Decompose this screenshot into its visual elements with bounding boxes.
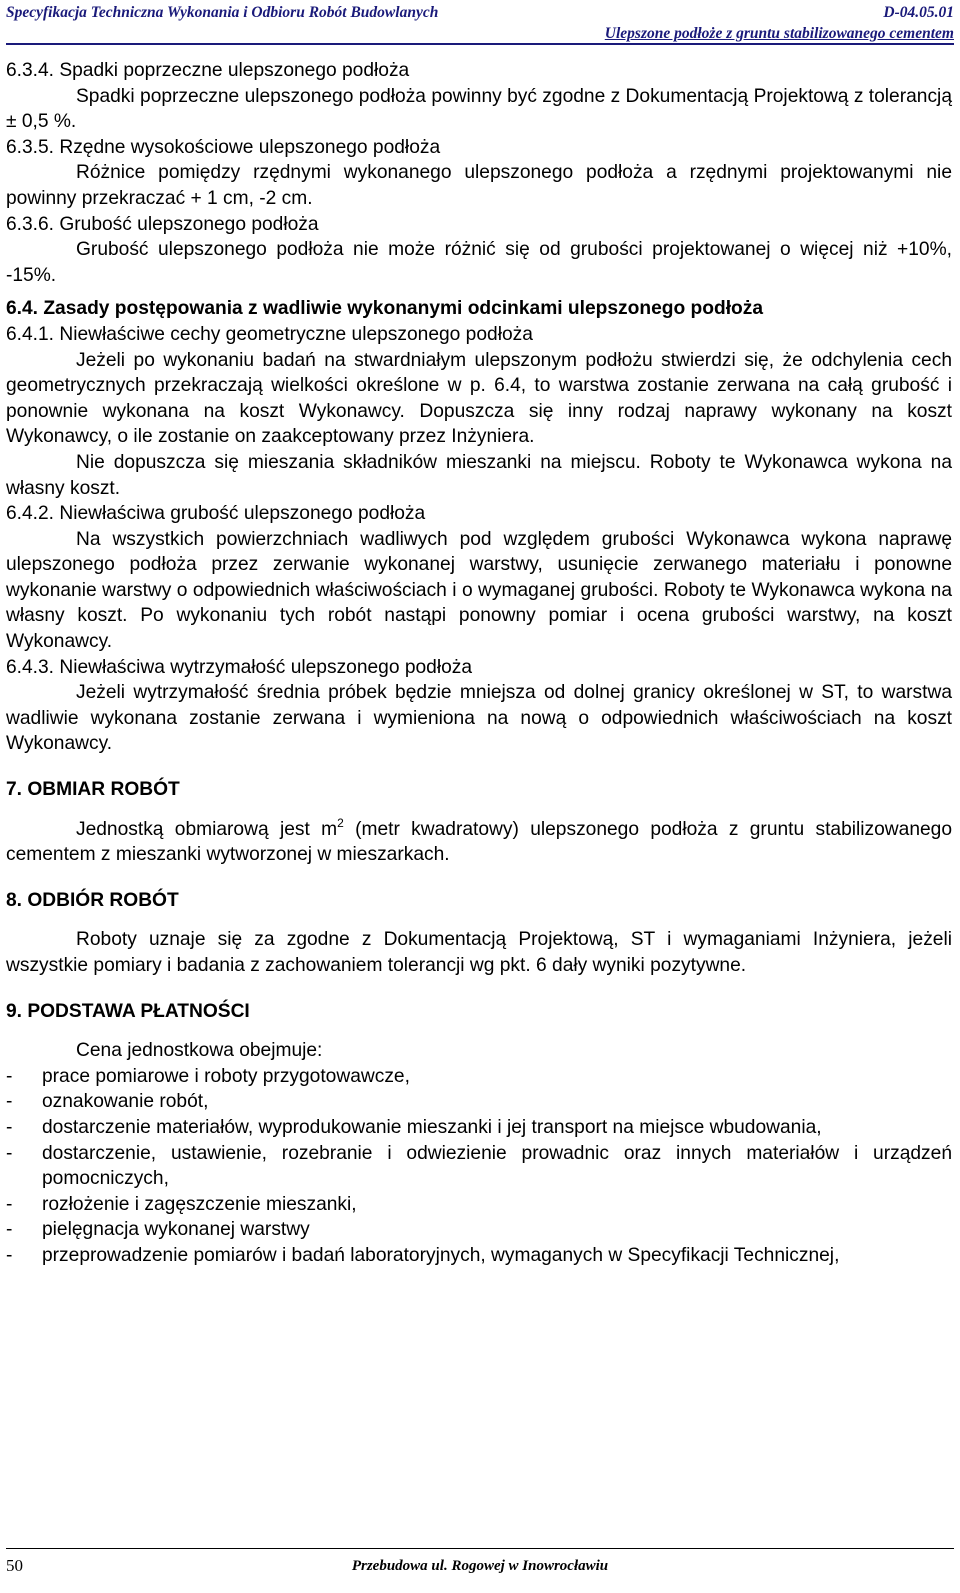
section-6-3-5-heading: 6.3.5. Rzędne wysokościowe ulepszonego podłoża bbox=[6, 136, 441, 158]
page-footer bbox=[6, 1548, 954, 1578]
section-8-text: Roboty uznaje się za zgodne z Dokumentacją Projektową, ST i wymaganiami Inżyniera, jeżeli wszystkie pomiary i badania z zachowaniem tolerancji wg pkt. 6 dały wyniki pozytywne. bbox=[6, 929, 952, 976]
section-8-heading: 8. ODBIÓR ROBÓT bbox=[6, 889, 179, 911]
section-6-3-4-heading: 6.3.4. Spadki poprzeczne ulepszonego podłoża bbox=[6, 60, 410, 81]
section-6-4-1-heading: 6.4.1. Niewłaściwe cechy geometryczne ulepszonego podłoża bbox=[6, 323, 533, 345]
page-number: 50 bbox=[6, 1556, 23, 1575]
section-7-text-a: Jednostką obmiarową jest m bbox=[76, 818, 338, 840]
list-item: - pielęgnacja wykonanej warstwy bbox=[6, 1217, 952, 1243]
section-9-intro: Cena jednostkowa obejmuje: bbox=[76, 1040, 323, 1062]
section-9-heading: 9. PODSTAWA PŁATNOŚCI bbox=[6, 1000, 250, 1022]
section-6-4-heading: 6.4. Zasady postępowania z wadliwie wykonanymi odcinkami ulepszonego podłoża bbox=[6, 298, 764, 320]
document-body bbox=[6, 58, 952, 1269]
header-spec-subtitle: Ulepszone podłoże z gruntu stabilizowanego cementem bbox=[604, 25, 954, 42]
section-6-3-4-text: Spadki poprzeczne ulepszonego podłoża powinny być zgodne z Dokumentacją Projektową z tolerancją ± 0,5 %. bbox=[6, 85, 952, 133]
section-6-4-2-heading: 6.4.2. Niewłaściwa grubość ulepszonego podłoża bbox=[6, 503, 426, 525]
section-7-text-b: (metr kwadratowy) ulepszonego podłoża z gruntu stabilizowanego cementem z mieszanki wytworzonej w mieszarkach. bbox=[6, 818, 953, 866]
section-6-3-6-text: Grubość ulepszonego podłoża nie może różnić się od grubości projektowanej o więcej niż +10%, -15%. bbox=[6, 239, 952, 286]
header-spec-code: D-04.05.01 bbox=[883, 4, 954, 21]
section-6-4-3-text: Jeżeli wytrzymałość średnia próbek będzie mniejsza od dolnej granicy określonej w ST, to warstwa wadliwie wykonana zostanie zerwana i wymieniona na nową o odpowiednich właściwościach na koszt Wykonawcy. bbox=[6, 682, 952, 755]
section-6-4-2-text: Na wszystkich powierzchniach wadliwych pod względem grubości Wykonawca wykona naprawę ulepszonego podłoża przez zerwanie wykonanej warstwy, usunięcie zerwanego materiału i ponowne wykonanie warstwy o odpowiednich właściwościach i o wymaganej grubości. Roboty te Wykonawca wykona na własny koszt. Po wykonaniu tych robót nastąpi ponowny pomiar i ocena grubości warstwy, na koszt Wykonawcy. bbox=[6, 528, 952, 653]
cost-items-list bbox=[6, 1064, 952, 1269]
footer-rule bbox=[6, 1548, 954, 1549]
list-item: - dostarczenie materiałów, wyprodukowanie mieszanki i jej transport na miejsce wbudowania, bbox=[6, 1115, 952, 1141]
header-rule bbox=[6, 43, 954, 45]
header-spec-title: Specyfikacja Techniczna Wykonania i Odbioru Robót Budowlanych bbox=[6, 4, 439, 21]
section-6-3-5-text: Różnice pomiędzy rzędnymi wykonanego ulepszonego podłoża a rzędnymi projektowanymi nie powinny przekraczać + 1 cm, -2 cm. bbox=[6, 162, 952, 209]
section-7-heading: 7. OBMIAR ROBÓT bbox=[6, 779, 180, 801]
list-item: - rozłożenie i zagęszczenie mieszanki, bbox=[6, 1192, 952, 1218]
section-6-4-1-text-2: Nie dopuszcza się mieszania składników mieszanki na miejscu. Roboty te Wykonawca wykona na własny koszt. bbox=[6, 451, 952, 499]
section-7-text bbox=[6, 817, 952, 868]
list-item: - przeprowadzenie pomiarów i badań laboratoryjnych, wymaganych w Specyfikacji Technicznej, bbox=[6, 1243, 952, 1269]
section-7-superscript: 2 bbox=[337, 815, 344, 830]
section-6-4-1-text: Jeżeli po wykonaniu badań na stwardniałym ulepszonym podłożu stwierdzi się, że odchylenia cech geometrycznych przekraczają wielkości określone w p. 6.4, to warstwa zostanie zerwana na całą grubość i ponownie wykonana na koszt Wykonawcy. Dopuszcza się inny rodzaj naprawy wykonany na koszt Wykonawcy, o ile zostanie on zaakceptowany przez Inżyniera. bbox=[6, 349, 952, 448]
list-item: - dostarczenie, ustawienie, rozebranie i odwiezienie prowadnic oraz innych materiałów i urządzeń pomocniczych, bbox=[6, 1141, 952, 1192]
footer-project-name: Przebudowa ul. Rogowej w Inowrocławiu bbox=[351, 1558, 609, 1574]
list-item: - oznakowanie robót, bbox=[6, 1089, 952, 1115]
section-6-4-3-heading: 6.4.3. Niewłaściwa wytrzymałość ulepszonego podłoża bbox=[6, 656, 473, 678]
list-item: - prace pomiarowe i roboty przygotowawcze, bbox=[6, 1064, 952, 1090]
section-6-3-6-heading: 6.3.6. Grubość ulepszonego podłoża bbox=[6, 213, 319, 235]
page-header bbox=[6, 4, 954, 42]
